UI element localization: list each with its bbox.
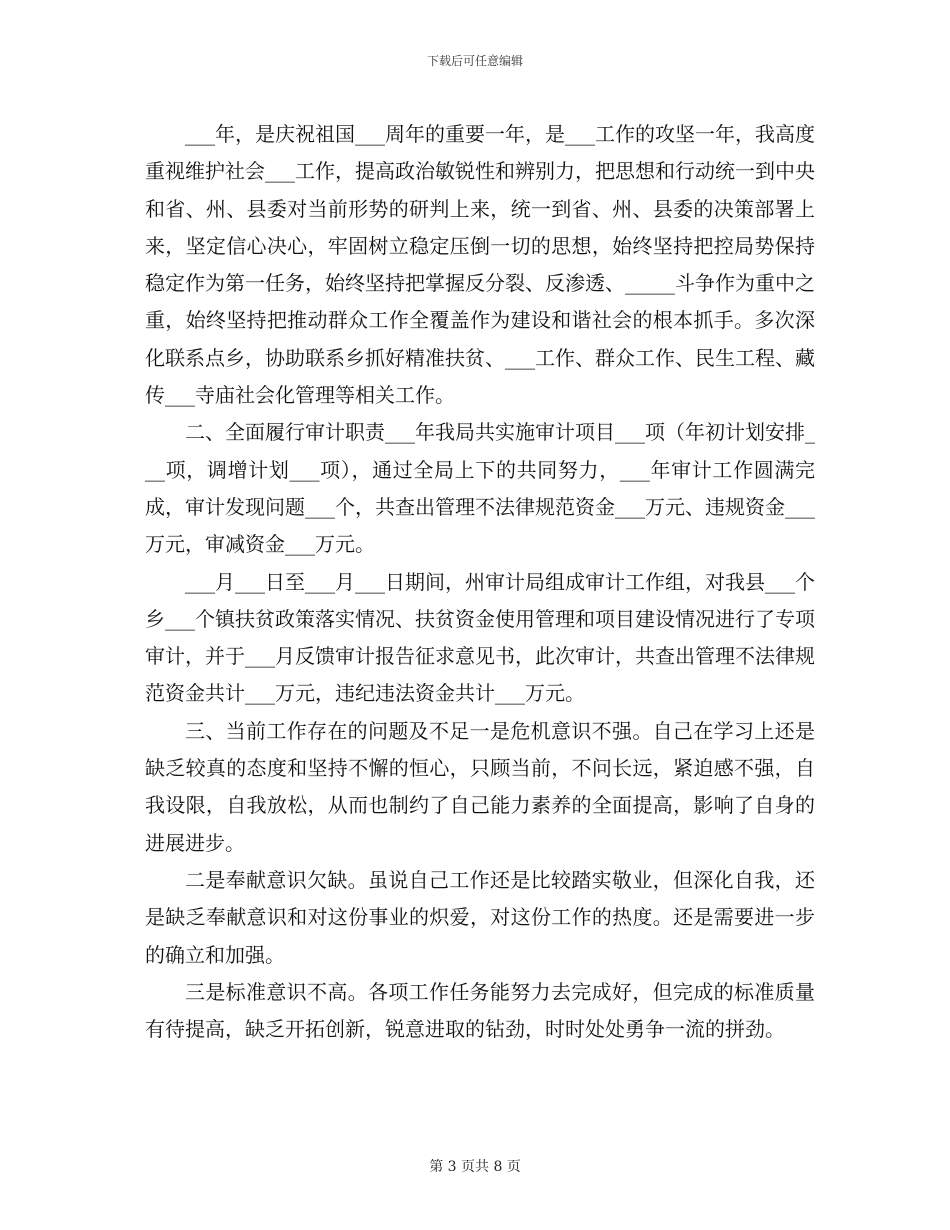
paragraph-problems-dedication: 二是奉献意识欠缺。虽说自己工作还是比较踏实敬业，但深化自我，还是缺乏奉献意识和对这份事业的炽爱，对这份工作的热度。还是需要进一步的确立和加强。 bbox=[145, 867, 815, 967]
page-number: 第 3 页共 8 页 bbox=[429, 1159, 521, 1175]
paragraph-problems-crisis: 三、当前工作存在的问题及不足一是危机意识不强。自己在学习上还是缺乏较真的态度和坚持不懈的恒心，只顾当前，不问长远，紧迫感不强，自我设限，自我放松，从而也制约了自己能力素养的全面提高，影响了自身的进展进步。 bbox=[145, 718, 815, 855]
paragraph-audit-duties: 二、全面履行审计职责___年我局共实施审计项目___项（年初计划安排___项，调增计划___项），通过全局上下的共同努力，___年审计工作圆满完成，审计发现问题___个，共查出管理不法律规范资金___万元、违规资金___万元，审减资金___万元。 bbox=[145, 420, 815, 557]
paragraph-special-audit: ___月___日至___月___日期间，州审计局组成审计工作组，对我县___个乡___个镇扶贫政策落实情况、扶贫资金使用管理和项目建设情况进行了专项审计，并于___月反馈审计报告征求意见书，此次审计，共查出管理不法律规范资金共计___万元，违纪违法资金共计___万元。 bbox=[145, 569, 815, 706]
paragraph-problems-standards: 三是标准意识不高。各项工作任务能努力去完成好，但完成的标准质量有待提高，缺乏开拓创新，锐意进取的钻劲，时时处处勇争一流的拼劲。 bbox=[145, 979, 815, 1042]
page-header: 下载后可任意编辑 bbox=[426, 54, 523, 68]
document-body bbox=[145, 116, 815, 1048]
paragraph-annual-work: ___年，是庆祝祖国___周年的重要一年，是___工作的攻坚一年，我高度重视维护社会___工作，提高政治敏锐性和辨别力，把思想和行动统一到中央和省、州、县委对当前形势的研判上来，统一到省、州、县委的决策部署上来，坚定信心决心，牢固树立稳定压倒一切的思想，始终坚持把控局势保持稳定作为第一任务，始终坚持把掌握反分裂、反渗透、_____斗争作为重中之重，始终坚持把推动群众工作全覆盖作为建设和谐社会的根本抓手。多次深化联系点乡，协助联系乡抓好精准扶贫、___工作、群众工作、民生工程、藏传___寺庙社会化管理等相关工作。 bbox=[145, 122, 815, 408]
